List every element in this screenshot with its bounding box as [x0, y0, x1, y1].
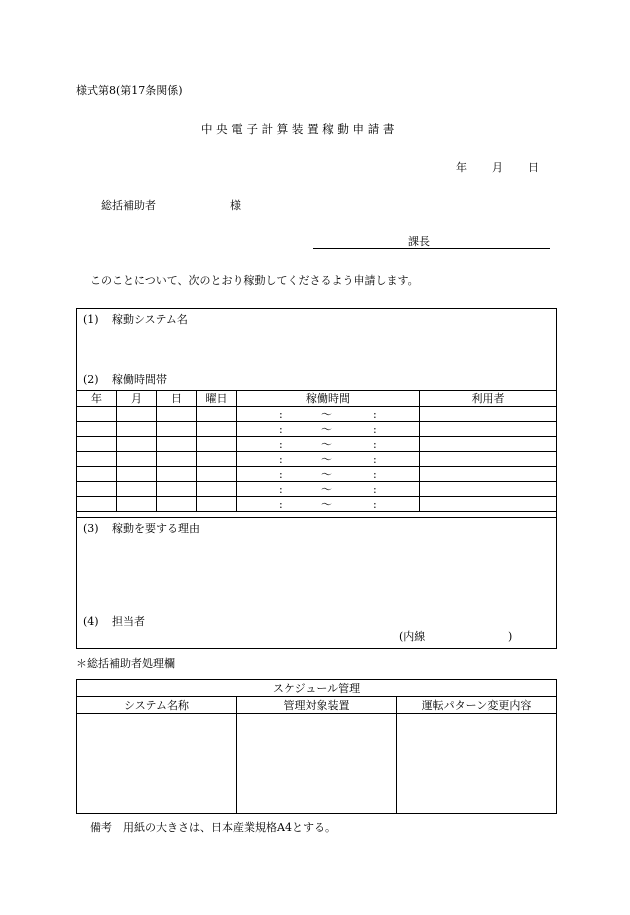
section4-label: 担当者 — [112, 615, 145, 628]
addressee-name: 総括補助者 — [101, 199, 156, 212]
time-range-tilde: 〜 — [321, 468, 332, 481]
operation-time-table — [76, 390, 557, 512]
section2-number: (2) — [83, 373, 99, 386]
time-end-colon: : — [373, 498, 377, 511]
cell-day — [157, 482, 197, 497]
cell-month — [117, 422, 157, 437]
time-end-colon: : — [373, 438, 377, 451]
header-user: 利用者 — [420, 391, 557, 407]
cell-year — [77, 482, 117, 497]
cell-month — [117, 437, 157, 452]
time-range-tilde: 〜 — [321, 408, 332, 421]
cell-user — [420, 497, 557, 512]
time-range-tilde: 〜 — [321, 483, 332, 496]
schedule-table — [76, 679, 557, 814]
time-start-colon: : — [279, 453, 283, 466]
extension-open: (内線 — [399, 630, 426, 643]
cell-operation-time — [237, 407, 420, 422]
header-weekday: 曜日 — [197, 391, 237, 407]
cell-user — [420, 467, 557, 482]
cell-month — [117, 452, 157, 467]
cell-weekday — [197, 482, 237, 497]
cell-weekday — [197, 437, 237, 452]
cell-managed-device — [237, 714, 397, 814]
schedule-header: スケジュール管理 — [77, 680, 557, 697]
section3-divider — [76, 517, 556, 518]
operation-row — [77, 452, 557, 467]
operation-header-row — [77, 391, 557, 407]
cell-year — [77, 452, 117, 467]
time-start-colon: : — [279, 408, 283, 421]
cell-weekday — [197, 422, 237, 437]
header-operation-time: 稼働時間 — [237, 391, 420, 407]
time-end-colon: : — [373, 483, 377, 496]
extension-close: ) — [508, 630, 513, 643]
cell-operation-time — [237, 497, 420, 512]
operation-row — [77, 407, 557, 422]
cell-day — [157, 437, 197, 452]
cell-day — [157, 407, 197, 422]
processing-label: ＊総括補助者処理欄 — [76, 657, 175, 670]
cell-year — [77, 467, 117, 482]
header-year: 年 — [77, 391, 117, 407]
time-start-colon: : — [279, 468, 283, 481]
cell-user — [420, 407, 557, 422]
time-end-colon: : — [373, 468, 377, 481]
cell-month — [117, 407, 157, 422]
section3-number: (3) — [83, 522, 99, 535]
cell-operation-time — [237, 437, 420, 452]
cell-user — [420, 452, 557, 467]
section2-label: 稼働時間帯 — [112, 373, 167, 386]
cell-weekday — [197, 497, 237, 512]
cell-system-name — [77, 714, 237, 814]
cell-day — [157, 422, 197, 437]
time-range-tilde: 〜 — [321, 498, 332, 511]
note-label: 備考 — [90, 821, 112, 834]
cell-month — [117, 497, 157, 512]
cell-year — [77, 437, 117, 452]
section3-label: 稼動を要する理由 — [112, 522, 200, 535]
cell-year — [77, 497, 117, 512]
operation-row — [77, 422, 557, 437]
operation-row — [77, 497, 557, 512]
time-range-tilde: 〜 — [321, 453, 332, 466]
cell-operation-time — [237, 422, 420, 437]
cell-year — [77, 422, 117, 437]
cell-weekday — [197, 467, 237, 482]
date-year: 年 — [456, 161, 467, 174]
cell-month — [117, 482, 157, 497]
cell-weekday — [197, 452, 237, 467]
section1-label: 稼動システム名 — [112, 313, 188, 326]
cell-user — [420, 482, 557, 497]
operation-row — [77, 467, 557, 482]
cell-pattern-change — [397, 714, 557, 814]
time-start-colon: : — [279, 483, 283, 496]
cell-day — [157, 452, 197, 467]
cell-weekday — [197, 407, 237, 422]
sender-signature-line — [313, 248, 550, 249]
cell-operation-time — [237, 452, 420, 467]
cell-day — [157, 467, 197, 482]
header-month: 月 — [117, 391, 157, 407]
time-end-colon: : — [373, 423, 377, 436]
cell-operation-time — [237, 482, 420, 497]
col-pattern-change: 運転パターン変更内容 — [397, 697, 557, 714]
page-title: 中 央 電 子 計 算 装 置 稼 動 申 請 書 — [201, 122, 395, 136]
note-text: 用紙の大きさは、日本産業規格A4とする。 — [123, 821, 336, 834]
date-day: 日 — [528, 161, 539, 174]
section4-number: (4) — [83, 615, 99, 628]
cell-year — [77, 407, 117, 422]
time-range-tilde: 〜 — [321, 438, 332, 451]
time-range-tilde: 〜 — [321, 423, 332, 436]
col-managed-device: 管理対象装置 — [237, 697, 397, 714]
form-number: 様式第8(第17条関係) — [76, 84, 183, 97]
operation-row — [77, 437, 557, 452]
cell-operation-time — [237, 467, 420, 482]
time-start-colon: : — [279, 498, 283, 511]
time-end-colon: : — [373, 408, 377, 421]
cell-day — [157, 497, 197, 512]
section1-number: (1) — [83, 313, 99, 326]
body-text: このことについて、次のとおり稼動してくださるよう申請します。 — [90, 274, 419, 287]
time-end-colon: : — [373, 453, 377, 466]
time-start-colon: : — [279, 438, 283, 451]
date-month: 月 — [492, 161, 503, 174]
cell-month — [117, 467, 157, 482]
operation-row — [77, 482, 557, 497]
cell-user — [420, 422, 557, 437]
cell-user — [420, 437, 557, 452]
header-day: 日 — [157, 391, 197, 407]
time-start-colon: : — [279, 423, 283, 436]
sender-title: 課長 — [408, 235, 430, 248]
col-system-name: システム名称 — [77, 697, 237, 714]
addressee-honorific: 様 — [230, 199, 241, 212]
